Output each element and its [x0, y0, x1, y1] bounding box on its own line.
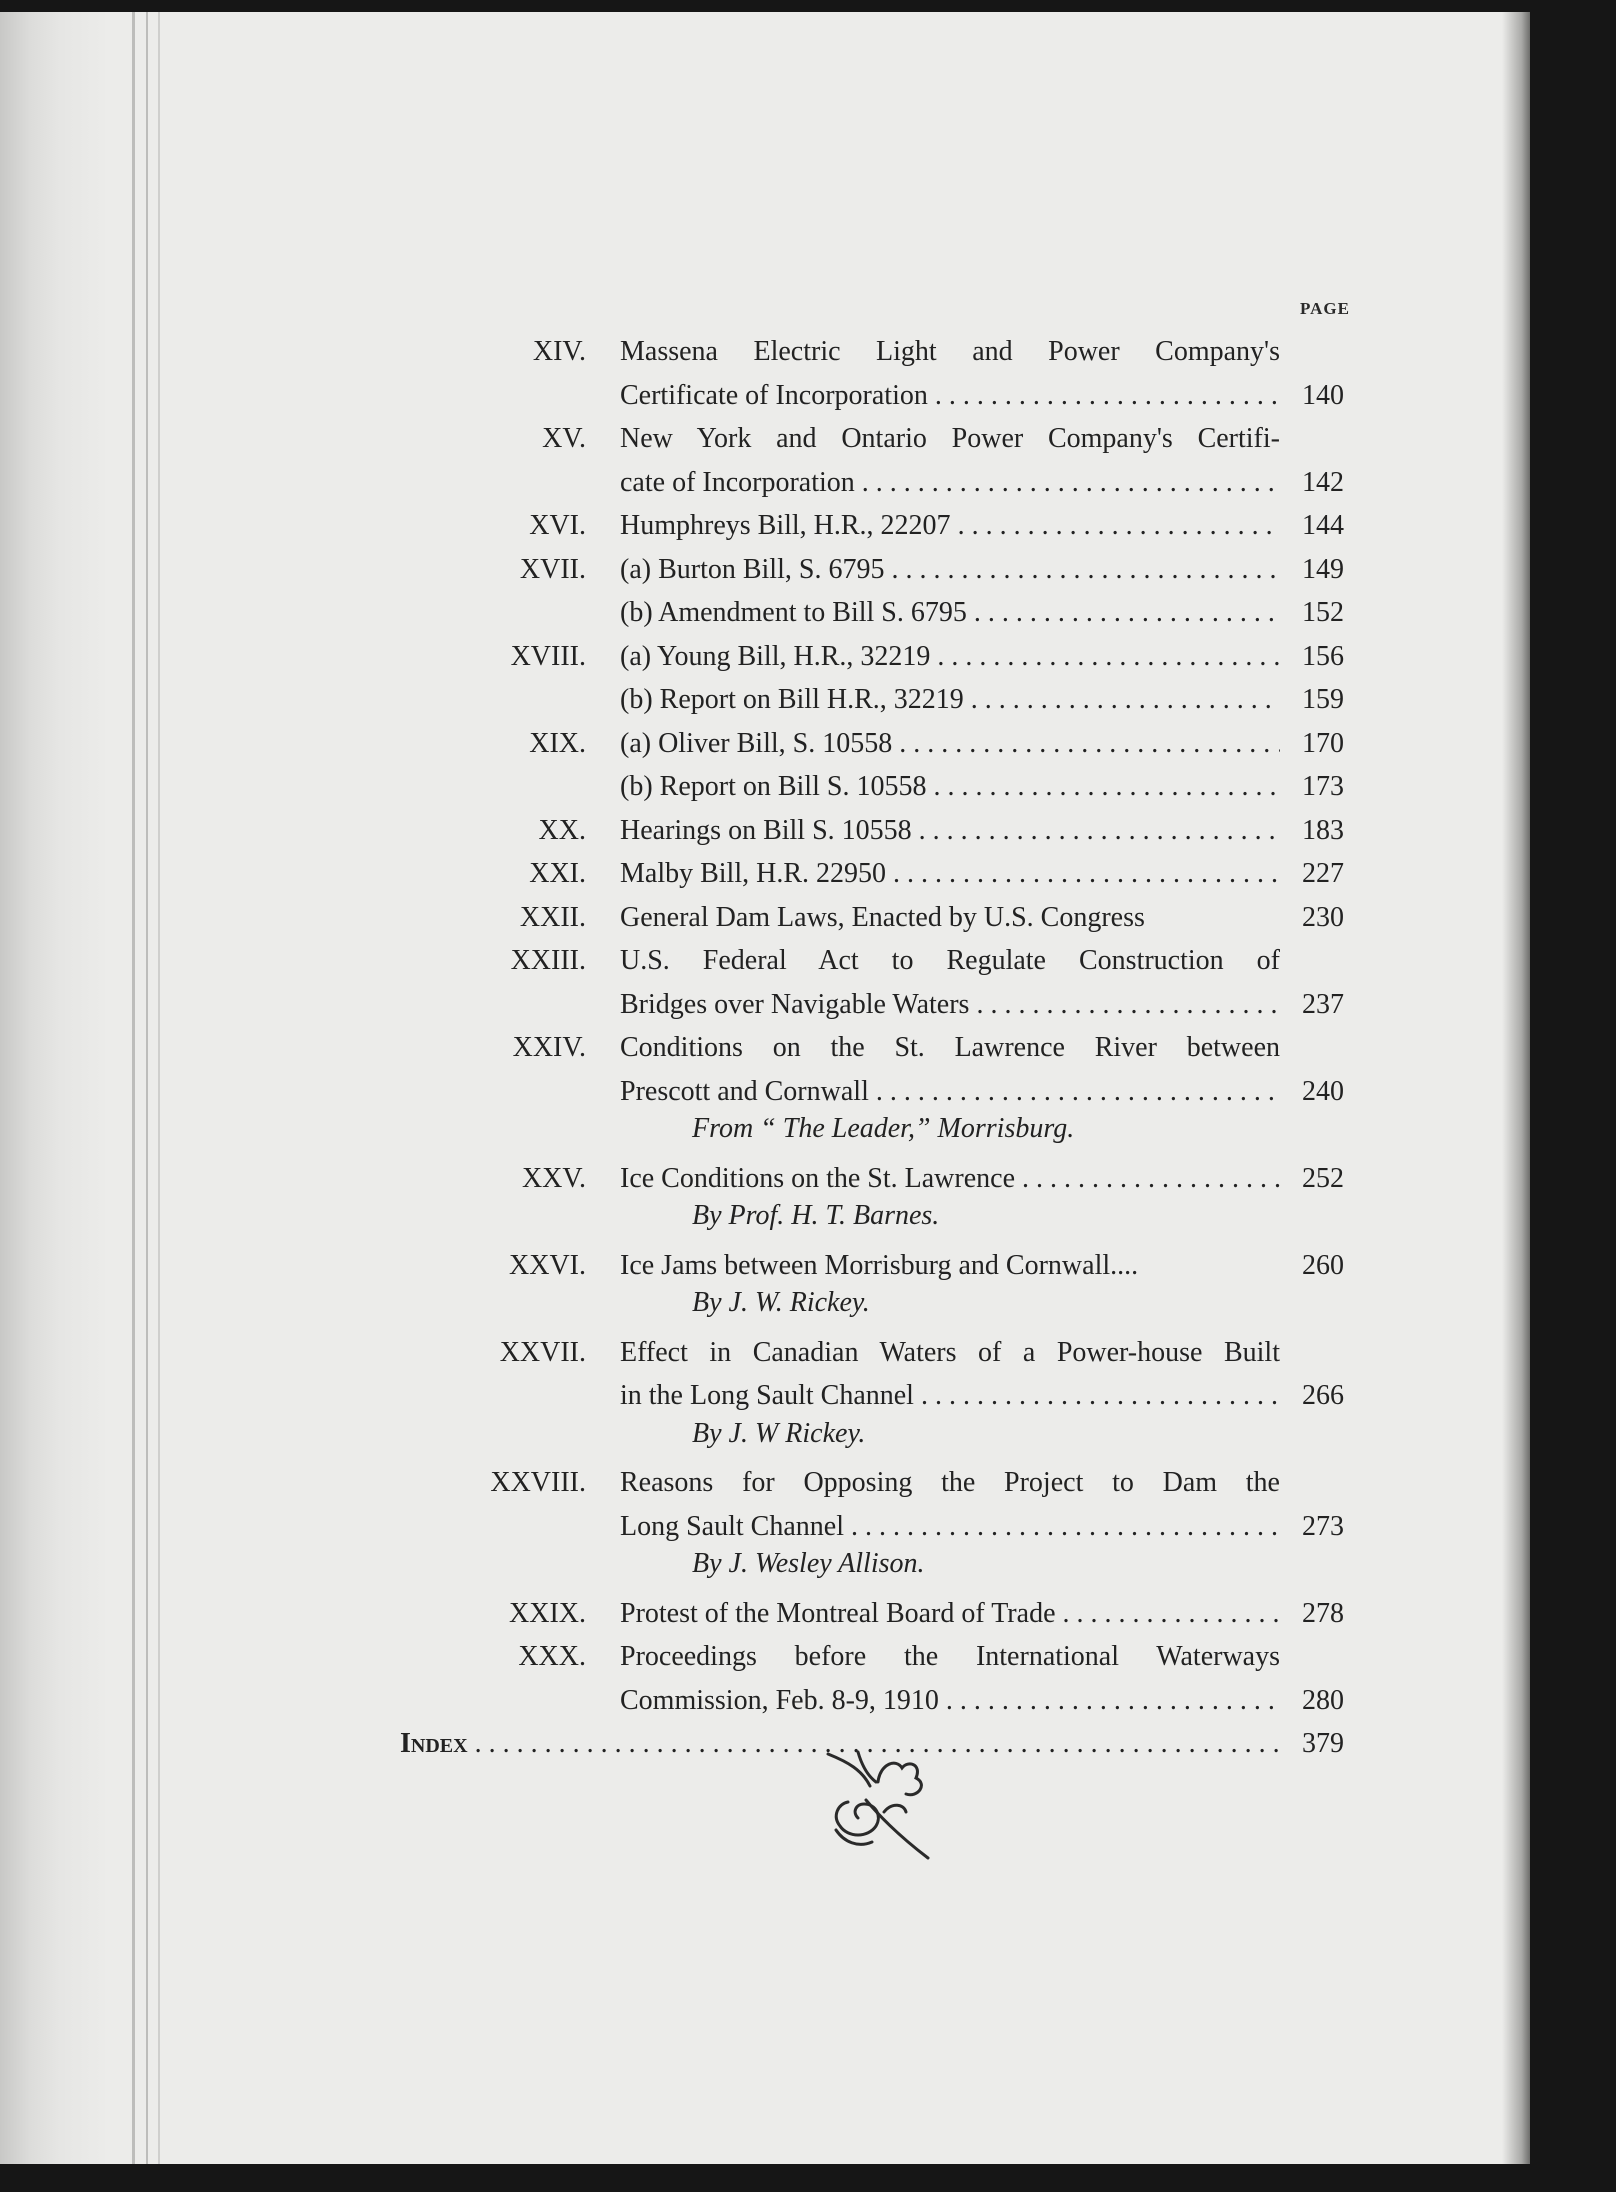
entry-author: From “ The Leader,” Morrisburg.	[692, 1113, 1075, 1144]
entry-page-number: 183	[1302, 814, 1344, 846]
entry-title-line[interactable]: Protest of the Montreal Board of Trade . . .	[620, 1594, 1280, 1634]
entry-author: By J. W. Rickey.	[692, 1287, 870, 1318]
entry-number: XXIX.	[509, 1597, 586, 1629]
entry-title-line[interactable]: Massena Electric Light and Power Company's	[620, 336, 1280, 367]
entry-page-number: 144	[1302, 510, 1344, 541]
index-page-number: 379	[1302, 1728, 1344, 1759]
entry-title-line[interactable]: Prescott and Cornwall . . .	[620, 1072, 1280, 1112]
entry-page-number: 173	[1302, 771, 1344, 802]
book-page	[0, 12, 1530, 2164]
entry-title-line[interactable]: Commission, Feb. 8-9, 1910 . . .	[620, 1681, 1280, 1721]
entry-number: XVIII.	[510, 640, 586, 672]
entry-title-line[interactable]: Ice Conditions on the St. Lawrence . . .	[620, 1159, 1280, 1199]
entry-title-line[interactable]: (a) Burton Bill, S. 6795 . . .	[620, 550, 1280, 590]
entry-number: XIX.	[529, 727, 586, 759]
entry-number: XXIV.	[512, 1032, 586, 1063]
entry-page-number: 230	[1302, 901, 1344, 933]
entry-title-line[interactable]: Long Sault Channel . . .	[620, 1507, 1280, 1547]
entry-number: XXVIII.	[490, 1467, 586, 1498]
entry-title-line[interactable]: Ice Jams between Morrisburg and Cornwall....	[620, 1249, 1139, 1281]
entry-number: XX.	[538, 814, 586, 846]
entry-page-number: 149	[1302, 553, 1344, 585]
entry-page-number: 140	[1302, 379, 1344, 411]
entry-number: XXV.	[521, 1162, 586, 1194]
page-column-label: PAGE	[1300, 299, 1350, 318]
entry-number: XIV.	[532, 336, 586, 367]
entry-title-line[interactable]: (b) Report on Bill S. 10558 . . .	[620, 767, 1280, 807]
floral-ornament-icon	[818, 1742, 938, 1862]
entry-page-number: 156	[1302, 640, 1344, 672]
entry-page-number: 142	[1302, 466, 1344, 498]
entry-title-line[interactable]: (b) Amendment to Bill S. 6795 . . .	[620, 593, 1280, 633]
entry-page-number: 152	[1302, 597, 1344, 628]
entry-title-line[interactable]: Conditions on the St. Lawrence River between	[620, 1032, 1280, 1063]
entry-title-line[interactable]: (a) Oliver Bill, S. 10558 . . .	[620, 724, 1280, 764]
entry-title-line[interactable]: Humphreys Bill, H.R., 22207 . . .	[620, 506, 1280, 546]
entry-title-line[interactable]: Effect in Canadian Waters of a Power-house Built	[620, 1336, 1280, 1368]
entry-page-number: 252	[1302, 1162, 1344, 1194]
entry-title-line[interactable]: Proceedings before the International Waterways	[620, 1641, 1280, 1672]
entry-page-number: 280	[1302, 1684, 1344, 1716]
entry-page-number: 278	[1302, 1597, 1344, 1629]
entry-title-line[interactable]: (a) Young Bill, H.R., 32219 . . .	[620, 637, 1280, 677]
entry-page-number: 266	[1302, 1380, 1344, 1411]
entry-title-line[interactable]: (b) Report on Bill H.R., 32219 . . .	[620, 680, 1280, 720]
entry-title-line[interactable]: in the Long Sault Channel . . .	[620, 1376, 1280, 1416]
entry-author: By Prof. H. T. Barnes.	[692, 1200, 940, 1231]
entry-author: By J. W Rickey.	[692, 1417, 866, 1449]
entry-page-number: 170	[1302, 727, 1344, 759]
entry-number: XXVI.	[509, 1249, 586, 1281]
entry-number: XXX.	[518, 1641, 586, 1672]
entry-number: XXII.	[519, 901, 586, 933]
entry-page-number: 273	[1302, 1510, 1344, 1542]
entry-title-line[interactable]: cate of Incorporation . . .	[620, 463, 1280, 503]
entry-page-number: 260	[1302, 1249, 1344, 1281]
entry-title-line[interactable]: Bridges over Navigable Waters . . .	[620, 985, 1280, 1025]
entry-title-line[interactable]: Reasons for Opposing the Project to Dam the	[620, 1467, 1280, 1498]
entry-number: XXI.	[529, 858, 586, 889]
entry-number: XXVII.	[499, 1336, 586, 1368]
entry-author: By J. Wesley Allison.	[692, 1548, 925, 1579]
page-gutter	[0, 12, 168, 2164]
entry-title-line[interactable]: Malby Bill, H.R. 22950 . . .	[620, 854, 1280, 894]
entry-number: XXIII.	[510, 945, 586, 976]
entry-number: XV.	[542, 423, 586, 454]
index-label[interactable]: Index . . .	[400, 1724, 1280, 1764]
entry-number: XVII.	[519, 553, 586, 585]
entry-page-number: 227	[1302, 858, 1344, 889]
entry-title-line[interactable]: New York and Ontario Power Company's Certifi-	[620, 423, 1280, 454]
entry-title-line[interactable]: Certificate of Incorporation . . .	[620, 376, 1280, 416]
entry-title-line[interactable]: General Dam Laws, Enacted by U.S. Congress	[620, 901, 1145, 933]
entry-number: XVI.	[529, 510, 586, 541]
entry-title-line[interactable]: U.S. Federal Act to Regulate Construction of	[620, 945, 1280, 976]
entry-page-number: 159	[1302, 684, 1344, 715]
entry-page-number: 237	[1302, 988, 1344, 1020]
entry-page-number: 240	[1302, 1075, 1344, 1107]
entry-title-line[interactable]: Hearings on Bill S. 10558 . . .	[620, 811, 1280, 851]
page-edge-shadow	[1502, 12, 1530, 2164]
